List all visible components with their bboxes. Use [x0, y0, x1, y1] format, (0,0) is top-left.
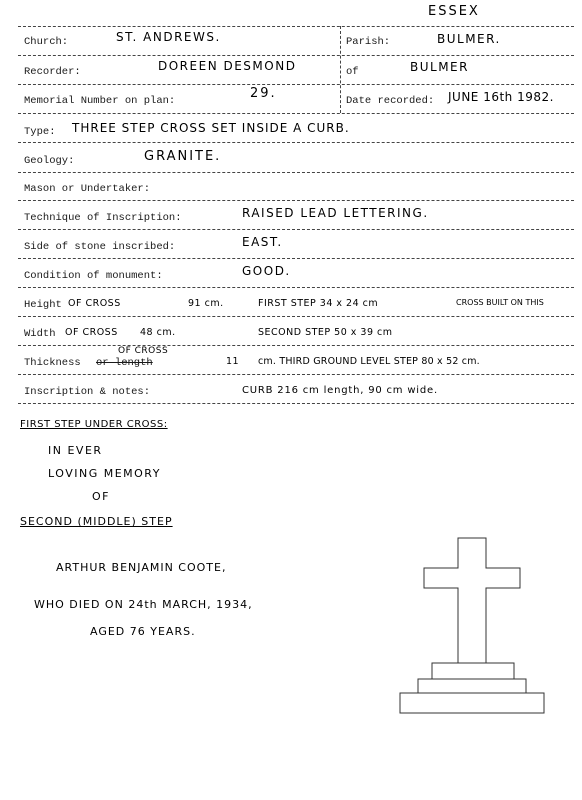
- third-step-dims: cm. THIRD GROUND LEVEL STEP 80 x 52 cm.: [258, 356, 480, 367]
- height-hand-label: OF CROSS: [68, 298, 121, 309]
- memorial-number-label: Memorial Number on plan:: [24, 95, 176, 107]
- form-rule: [18, 403, 574, 404]
- recorder-value: DOREEN DESMOND: [158, 59, 297, 73]
- second-step-heading: SECOND (MIDDLE) STEP: [20, 515, 173, 528]
- of-label: of: [346, 66, 359, 78]
- inscription-line-4: ARTHUR BENJAMIN COOTE,: [56, 561, 227, 574]
- condition-value: GOOD.: [242, 264, 291, 278]
- form-rule: [18, 316, 574, 317]
- technique-value: RAISED LEAD LETTERING.: [242, 206, 429, 220]
- form-rule: [18, 229, 574, 230]
- first-step: [432, 663, 514, 679]
- recorder-label: Recorder:: [24, 66, 81, 78]
- of-value: BULMER: [410, 60, 469, 74]
- form-divider: [340, 26, 341, 113]
- second-step: [418, 679, 526, 693]
- county-heading: ESSEX: [428, 4, 480, 19]
- width-value: 48 cm.: [140, 327, 176, 338]
- first-step-dims: FIRST STEP 34 x 24 cm: [258, 298, 379, 309]
- thickness-value: 11: [226, 356, 240, 367]
- parish-value: BULMER.: [437, 32, 501, 46]
- form-rule: [18, 26, 574, 27]
- inscription-label: Inscription & notes:: [24, 386, 151, 398]
- height-label: Height: [24, 299, 62, 311]
- technique-label: Technique of Inscription:: [24, 212, 182, 224]
- geology-label: Geology:: [24, 155, 75, 167]
- width-label: Width: [24, 328, 56, 340]
- thickness-hand-insert: OF CROSS: [118, 346, 169, 356]
- date-recorded-label: Date recorded:: [346, 95, 435, 107]
- form-rule: [18, 374, 574, 375]
- date-recorded-value: JUNE 16th 1982.: [448, 90, 554, 104]
- memorial-number-value: 29.: [250, 86, 277, 101]
- form-rule: [18, 113, 574, 114]
- third-step: [400, 693, 544, 713]
- condition-label: Condition of monument:: [24, 270, 163, 282]
- cross-built-note: CROSS BUILT ON THIS: [456, 298, 544, 307]
- parish-label: Parish:: [346, 36, 391, 48]
- form-rule: [18, 258, 574, 259]
- height-value: 91 cm.: [188, 298, 224, 309]
- cross-monument-sketch: [392, 530, 552, 720]
- second-step-dims: SECOND STEP 50 x 39 cm: [258, 327, 393, 338]
- thickness-struck-text: or length: [96, 357, 153, 369]
- geology-value: GRANITE.: [144, 149, 222, 164]
- church-label: Church:: [24, 36, 69, 48]
- cross-outline: [424, 538, 520, 663]
- inscription-line-5: WHO DIED ON 24th MARCH, 1934,: [34, 598, 253, 611]
- first-step-heading: FIRST STEP UNDER CROSS:: [20, 419, 168, 430]
- form-rule: [18, 55, 574, 56]
- side-label: Side of stone inscribed:: [24, 241, 176, 253]
- width-hand-label: OF CROSS: [65, 327, 118, 338]
- inscription-line-2: LOVING MEMORY: [48, 467, 161, 480]
- thickness-label: Thickness: [24, 357, 81, 369]
- form-rule: [18, 172, 574, 173]
- inscription-line-3: OF: [92, 490, 110, 503]
- form-rule: [18, 345, 574, 346]
- church-value: ST. ANDREWS.: [116, 30, 221, 44]
- inscription-value: CURB 216 cm length, 90 cm wide.: [242, 385, 438, 396]
- type-label: Type:: [24, 126, 56, 138]
- form-rule: [18, 200, 574, 201]
- side-value: EAST.: [242, 235, 283, 249]
- type-value: THREE STEP CROSS SET INSIDE A CURB.: [72, 121, 350, 135]
- mason-label: Mason or Undertaker:: [24, 183, 151, 195]
- form-rule: [18, 287, 574, 288]
- inscription-line-1: IN EVER: [48, 444, 103, 457]
- inscription-line-6: AGED 76 YEARS.: [90, 625, 196, 638]
- form-rule: [18, 142, 574, 143]
- form-rule: [18, 84, 574, 85]
